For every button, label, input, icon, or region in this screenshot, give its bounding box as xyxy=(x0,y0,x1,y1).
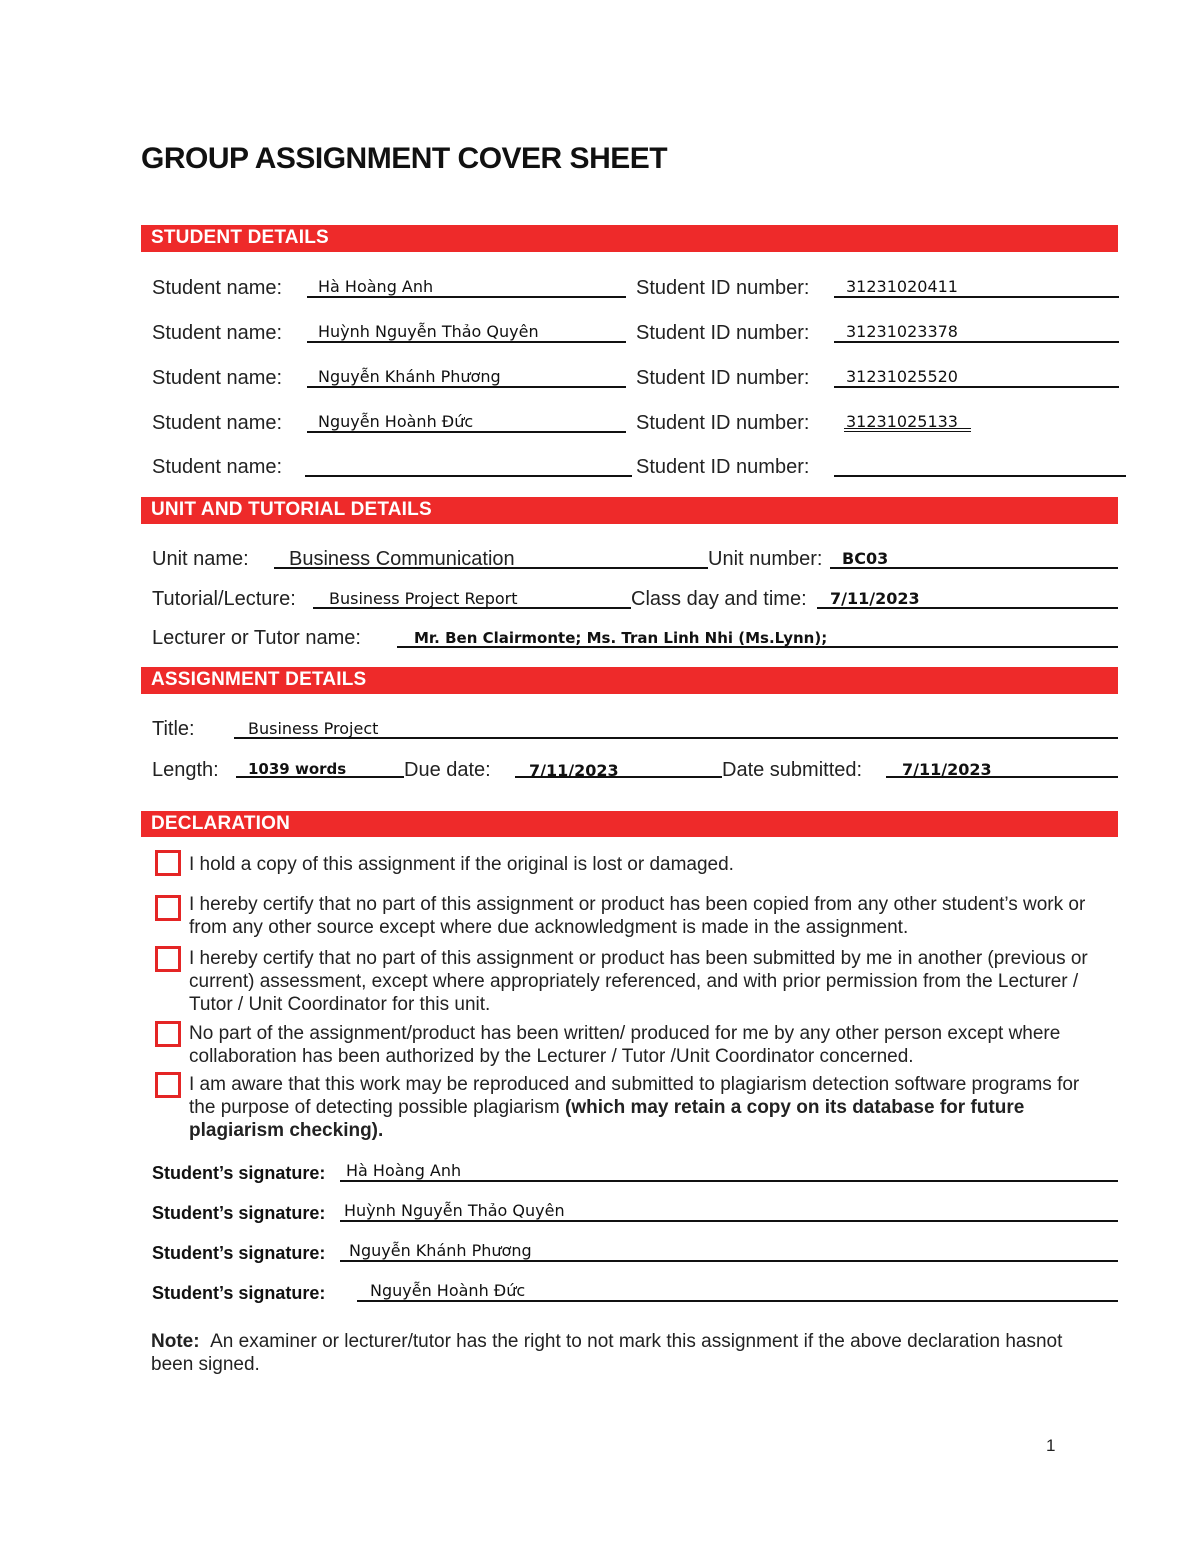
declaration-checkbox-1[interactable] xyxy=(155,850,181,876)
note-text: An examiner or lecturer/tutor has the right to not mark this assignment if the above declaration hasnot been signed. xyxy=(151,1331,1063,1375)
student-name-field-5[interactable] xyxy=(305,475,632,477)
page-number: 1 xyxy=(1046,1436,1056,1455)
student-name-label: Student name: xyxy=(152,456,283,478)
student-id-value-1: 31231020411 xyxy=(846,277,958,296)
signature-label: Student’s signature: xyxy=(152,1283,326,1303)
declaration-text-5 xyxy=(189,1073,1099,1142)
signature-label: Student’s signature: xyxy=(152,1243,326,1263)
lecturer-label: Lecturer or Tutor name: xyxy=(152,627,361,649)
student-id-value-3: 31231025520 xyxy=(846,367,958,386)
note-label: Note: xyxy=(151,1331,200,1352)
lecturer-value: Mr. Ben Clairmonte; Ms. Tran Linh Nhi (Ms.Lynn); xyxy=(414,629,828,647)
declaration-text-1: I hold a copy of this assignment if the original is lost or damaged. xyxy=(189,854,734,875)
student-name-value-4: Nguyễn Hoành Đức xyxy=(318,412,474,431)
declaration-checkbox-5[interactable] xyxy=(155,1072,181,1098)
tutorial-lecture-label: Tutorial/Lecture: xyxy=(152,588,296,610)
student-id-value-2: 31231023378 xyxy=(846,322,958,341)
section-header-label: DECLARATION xyxy=(151,813,291,834)
date-submitted-label: Date submitted: xyxy=(722,759,863,781)
class-day-time-label: Class day and time: xyxy=(631,588,807,610)
assignment-title-value: Business Project xyxy=(248,719,379,738)
student-name-label: Student name: xyxy=(152,367,283,389)
student-id-field-1[interactable] xyxy=(834,296,1119,298)
student-name-field-1[interactable] xyxy=(307,296,626,298)
student-id-label: Student ID number: xyxy=(636,277,810,299)
declaration-text-5-bold: (which may retain a copy on its database for future plagiarism checking). xyxy=(189,1097,1025,1141)
signature-value-2: Huỳnh Nguyễn Thảo Quyên xyxy=(344,1201,565,1220)
signature-value-1: Hà Hoàng Anh xyxy=(346,1161,462,1180)
student-name-field-4[interactable] xyxy=(307,431,626,433)
student-name-value-3: Nguyễn Khánh Phương xyxy=(318,367,501,386)
signature-field-1[interactable] xyxy=(340,1180,1118,1182)
student-id-field-5[interactable] xyxy=(834,475,1126,477)
student-id-field-2[interactable] xyxy=(834,341,1119,343)
student-id-value-4: 31231025133 xyxy=(846,412,958,431)
student-id-label: Student ID number: xyxy=(636,412,810,434)
signature-field-2[interactable] xyxy=(340,1220,1118,1222)
section-header-unit-details xyxy=(141,497,1118,524)
student-id-label: Student ID number: xyxy=(636,367,810,389)
note xyxy=(151,1330,1101,1376)
declaration-text-4: No part of the assignment/product has been written/ produced for me by any other person except where collaboration has been authorized by the Lecturer / Tutor /Unit Coordinator concerned. xyxy=(189,1023,1061,1067)
class-day-time-value: 7/11/2023 xyxy=(830,589,920,608)
due-date-value: 7/11/2023 xyxy=(529,761,619,780)
page-title: GROUP ASSIGNMENT COVER SHEET xyxy=(141,142,668,175)
unit-number-value: BC03 xyxy=(842,549,889,568)
section-header-label: ASSIGNMENT DETAILS xyxy=(151,669,367,690)
date-submitted-value: 7/11/2023 xyxy=(902,760,992,779)
declaration-checkbox-4[interactable] xyxy=(155,1021,181,1047)
student-name-label: Student name: xyxy=(152,412,283,434)
signature-field-3[interactable] xyxy=(340,1260,1118,1262)
signature-value-3: Nguyễn Khánh Phương xyxy=(349,1241,532,1260)
tutorial-lecture-value: Business Project Report xyxy=(329,589,518,608)
declaration-text-2: I hereby certify that no part of this assignment or product has been copied from any other student’s work or from any other source except where due acknowledgment is made in the assignment. xyxy=(189,894,1086,938)
signature-label: Student’s signature: xyxy=(152,1203,326,1223)
length-label: Length: xyxy=(152,759,219,781)
student-name-value-1: Hà Hoàng Anh xyxy=(318,277,434,296)
section-header-label: UNIT AND TUTORIAL DETAILS xyxy=(151,499,432,520)
student-name-label: Student name: xyxy=(152,322,283,344)
declaration-text-3: I hereby certify that no part of this assignment or product has been submitted by me in another (previous or current) assessment, except where appropriately referenced, and with prior permission from the Lecturer / Tutor / Unit Coordinator for this unit. xyxy=(189,948,1088,1015)
signature-value-4: Nguyễn Hoành Đức xyxy=(370,1281,526,1300)
assignment-title-label: Title: xyxy=(152,718,195,740)
signature-label: Student’s signature: xyxy=(152,1163,326,1183)
declaration-checkbox-2[interactable] xyxy=(155,895,181,921)
student-name-field-2[interactable] xyxy=(307,341,626,343)
declaration-checkbox-3[interactable] xyxy=(155,946,181,972)
student-id-label: Student ID number: xyxy=(636,456,810,478)
declaration-text-5-plain: I am aware that this work may be reproduced and submitted to plagiarism detection software programs for the purpose of detecting possible plagiarism xyxy=(189,1074,1080,1118)
unit-name-label: Unit name: xyxy=(152,548,249,570)
student-id-label: Student ID number: xyxy=(636,322,810,344)
section-header-assignment-details xyxy=(141,667,1118,694)
unit-name-value: Business Communication xyxy=(289,548,515,570)
length-value: 1039 words xyxy=(248,760,347,778)
section-header-declaration xyxy=(141,811,1118,837)
unit-number-label: Unit number: xyxy=(708,548,823,570)
student-name-field-3[interactable] xyxy=(307,386,626,388)
section-header-student-details xyxy=(141,225,1118,252)
signature-field-4[interactable] xyxy=(357,1300,1118,1302)
student-id-field-3[interactable] xyxy=(834,386,1119,388)
section-header-label: STUDENT DETAILS xyxy=(151,227,329,248)
due-date-label: Due date: xyxy=(404,759,491,781)
student-name-label: Student name: xyxy=(152,277,283,299)
student-name-value-2: Huỳnh Nguyễn Thảo Quyên xyxy=(318,322,539,341)
